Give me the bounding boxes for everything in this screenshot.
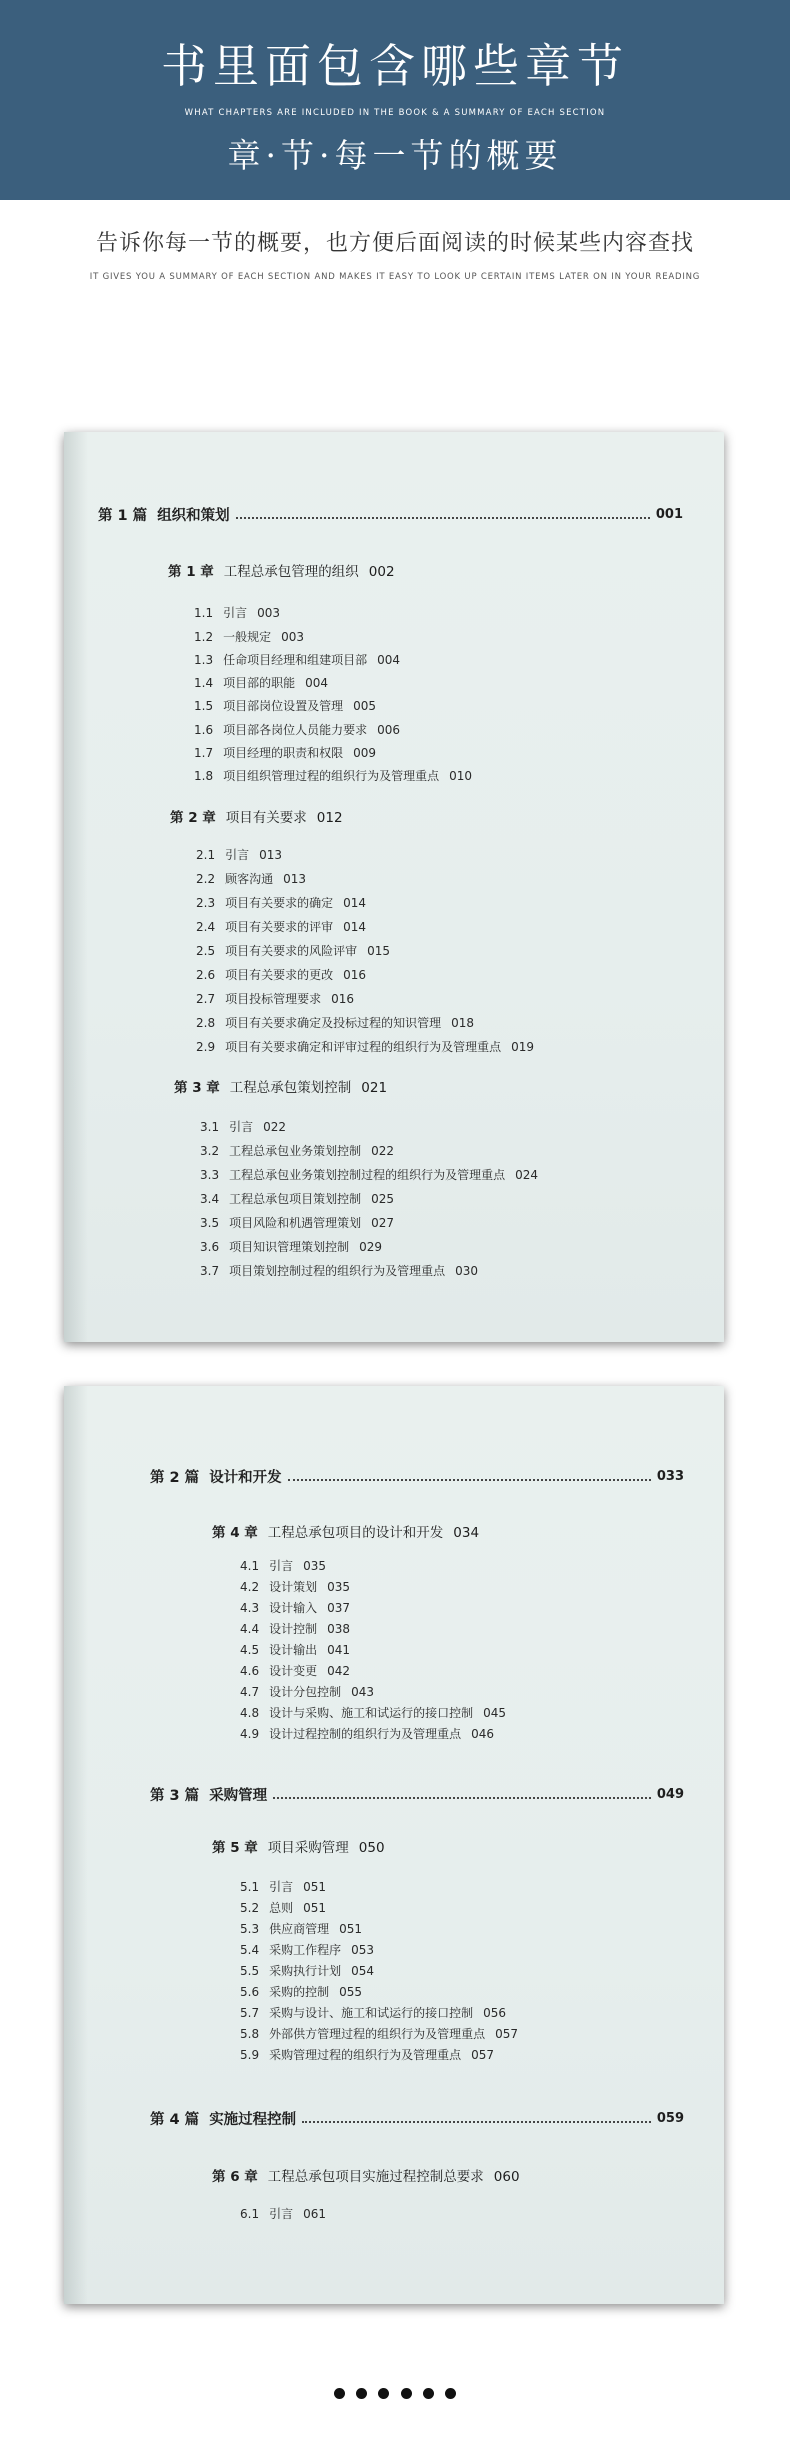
toc-page-photo-1 (64, 432, 724, 1342)
toc-part-row: 第 2 篇 设计和开发 033 (150, 1469, 684, 1486)
pagination-dot[interactable] (334, 2388, 345, 2399)
toc-section-row: 2.2 顾客沟通 013 (196, 872, 307, 886)
toc-chapter-row: 第 2 章 项目有关要求 012 (170, 810, 343, 826)
toc-section-row: 5.1 引言 051 (240, 1880, 327, 1894)
toc-section-row: 3.5 项目风险和机遇管理策划 027 (200, 1216, 395, 1230)
toc-section-row: 3.1 引言 022 (200, 1120, 287, 1134)
toc-section-row: 4.4 设计控制 038 (240, 1622, 351, 1636)
pagination-dot[interactable] (401, 2388, 412, 2399)
toc-section-row: 5.4 采购工作程序 053 (240, 1943, 375, 1957)
toc-section-row: 2.7 项目投标管理要求 016 (196, 992, 355, 1006)
toc-section-row: 5.7 采购与设计、施工和试运行的接口控制 056 (240, 2006, 507, 2020)
toc-section-row: 1.4 项目部的职能 004 (194, 676, 329, 690)
toc-chapter-row: 第 4 章 工程总承包项目的设计和开发 034 (212, 1525, 480, 1541)
toc-section-row: 5.9 采购管理过程的组织行为及管理重点 057 (240, 2048, 495, 2062)
toc-page-photo-2 (64, 1386, 724, 2304)
toc-section-row: 5.2 总则 051 (240, 1901, 327, 1915)
banner-subtitle: WHAT CHAPTERS ARE INCLUDED IN THE BOOK & A SUMMARY OF EACH SECTION (184, 108, 606, 118)
toc-section-row: 2.5 项目有关要求的风险评审 015 (196, 944, 391, 958)
toc-section-row: 1.1 引言 003 (194, 606, 281, 620)
toc-chapter-row: 第 5 章 项目采购管理 050 (212, 1840, 385, 1856)
header-banner (0, 0, 790, 200)
toc-section-row: 3.2 工程总承包业务策划控制 022 (200, 1144, 395, 1158)
toc-section-row: 5.8 外部供方管理过程的组织行为及管理重点 057 (240, 2027, 519, 2041)
toc-section-row: 4.6 设计变更 042 (240, 1664, 351, 1678)
intro-text-english: IT GIVES YOU A SUMMARY OF EACH SECTION AND MAKES IT EASY TO LOOK UP CERTAIN ITEMS LATER ON IN YOUR READING (89, 272, 701, 282)
toc-section-row: 2.3 项目有关要求的确定 014 (196, 896, 367, 910)
dot-leader (236, 517, 650, 519)
pagination-dot[interactable] (356, 2388, 367, 2399)
toc-section-row: 2.6 项目有关要求的更改 016 (196, 968, 367, 982)
toc-section-row: 1.5 项目部岗位设置及管理 005 (194, 699, 377, 713)
banner-slogan: 章·节·每一节的概要 (227, 136, 563, 175)
toc-part-row: 第 3 篇 采购管理 049 (150, 1787, 684, 1804)
toc-section-row: 4.8 设计与采购、施工和试运行的接口控制 045 (240, 1706, 507, 1720)
banner-title: 书里面包含哪些章节 (161, 39, 629, 93)
toc-section-row: 2.4 项目有关要求的评审 014 (196, 920, 367, 934)
pagination-dot[interactable] (445, 2388, 456, 2399)
toc-part-row: 第 4 篇 实施过程控制 059 (150, 2111, 684, 2128)
toc-section-row: 2.1 引言 013 (196, 848, 283, 862)
toc-section-row: 3.3 工程总承包业务策划控制过程的组织行为及管理重点 024 (200, 1168, 539, 1182)
toc-section-row: 1.8 项目组织管理过程的组织行为及管理重点 010 (194, 769, 473, 783)
toc-section-row: 4.2 设计策划 035 (240, 1580, 351, 1594)
toc-section-row: 6.1 引言 061 (240, 2207, 327, 2221)
dot-leader (273, 1797, 651, 1799)
toc-section-row: 3.6 项目知识管理策划控制 029 (200, 1240, 383, 1254)
toc-section-row: 5.6 采购的控制 055 (240, 1985, 363, 1999)
toc-section-row: 1.6 项目部各岗位人员能力要求 006 (194, 723, 401, 737)
dot-leader (288, 1479, 651, 1481)
toc-chapter-row: 第 6 章 工程总承包项目实施过程控制总要求 060 (212, 2169, 520, 2185)
toc-section-row: 4.9 设计过程控制的组织行为及管理重点 046 (240, 1727, 495, 1741)
pagination-dot[interactable] (423, 2388, 434, 2399)
toc-chapter-row: 第 1 章 工程总承包管理的组织 002 (168, 564, 395, 580)
toc-section-row: 4.3 设计输入 037 (240, 1601, 351, 1615)
toc-section-row: 5.5 采购执行计划 054 (240, 1964, 375, 1978)
toc-section-row: 4.1 引言 035 (240, 1559, 327, 1573)
toc-section-row: 2.9 项目有关要求确定和评审过程的组织行为及管理重点 019 (196, 1040, 535, 1054)
toc-section-row: 1.3 任命项目经理和组建项目部 004 (194, 653, 401, 667)
toc-section-row: 3.4 工程总承包项目策划控制 025 (200, 1192, 395, 1206)
dot-leader (302, 2121, 651, 2123)
pagination-dots (0, 2384, 790, 2403)
toc-section-row: 3.7 项目策划控制过程的组织行为及管理重点 030 (200, 1264, 479, 1278)
toc-section-row: 2.8 项目有关要求确定及投标过程的知识管理 018 (196, 1016, 475, 1030)
toc-section-row: 4.5 设计输出 041 (240, 1643, 351, 1657)
intro-text: 告诉你每一节的概要，也方便后面阅读的时候某些内容查找 (95, 231, 694, 256)
toc-section-row: 5.3 供应商管理 051 (240, 1922, 363, 1936)
toc-chapter-row: 第 3 章 工程总承包策划控制 021 (174, 1080, 388, 1096)
toc-section-row: 1.2 一般规定 003 (194, 630, 305, 644)
toc-part-row: 第 1 篇 组织和策划 001 (98, 507, 683, 524)
pagination-dot[interactable] (378, 2388, 389, 2399)
toc-section-row: 4.7 设计分包控制 043 (240, 1685, 375, 1699)
toc-section-row: 1.7 项目经理的职责和权限 009 (194, 746, 377, 760)
